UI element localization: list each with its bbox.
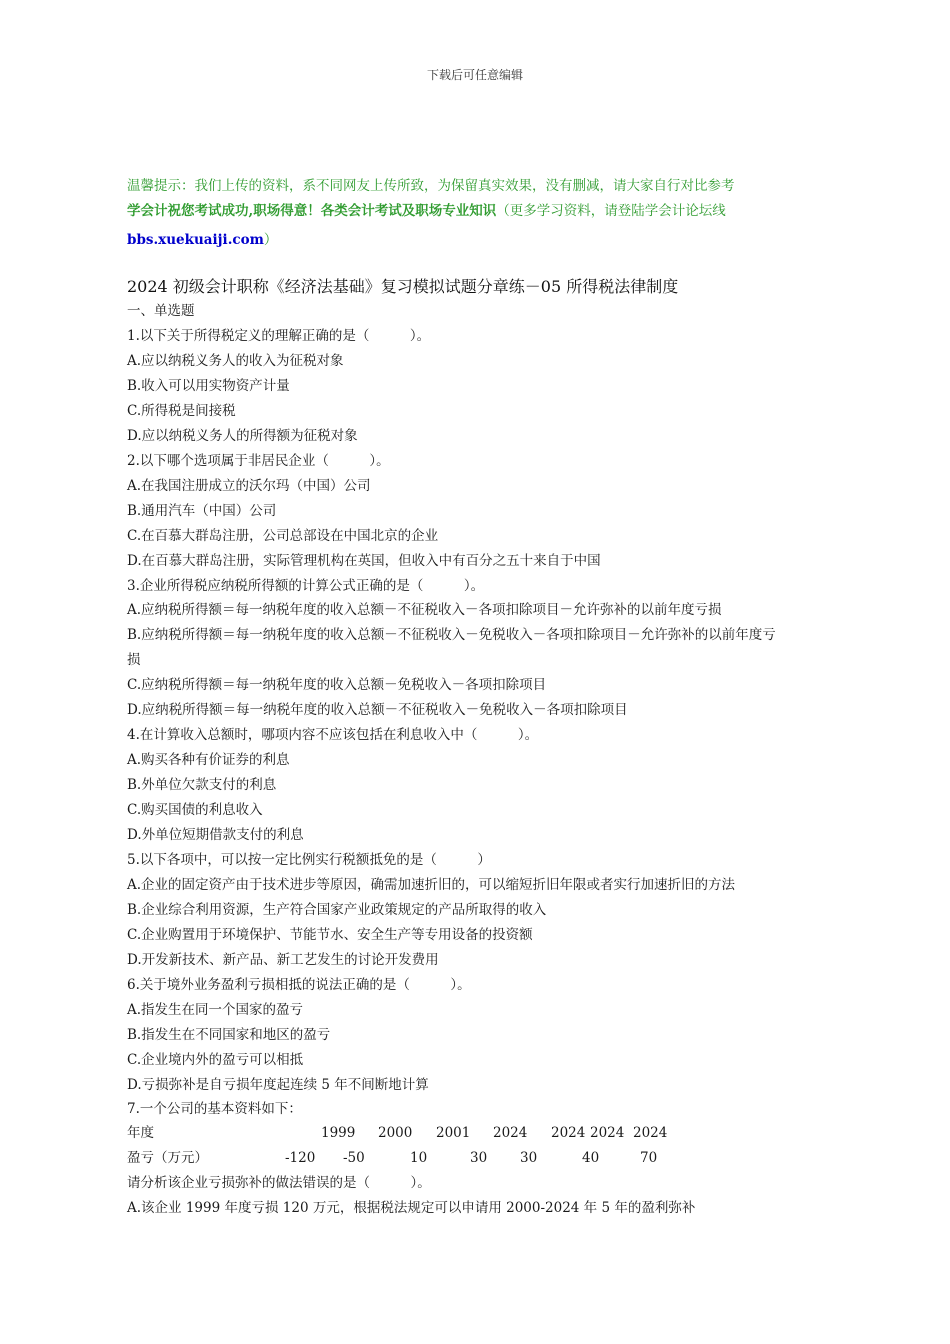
table-year-cell: 2024	[633, 1125, 668, 1141]
table-value-cell: 40	[582, 1150, 600, 1166]
document-line: A.企业的固定资产由于技术进步等原因，确需加速折旧的，可以缩短折旧年限或者实行加速折旧的方法	[127, 877, 736, 893]
table-year-cell: 1999	[321, 1125, 356, 1141]
document-line: B.外单位欠款支付的利息	[127, 777, 277, 793]
document-line: D.外单位短期借款支付的利息	[127, 827, 304, 843]
document-line: A.该企业 1999 年度亏损 120 万元，根据税法规定可以申请用 2000-2024 年 5 年的盈利弥补	[127, 1200, 696, 1216]
document-line: 3.企业所得税应纳税所得额的计算公式正确的是（ ）。	[127, 578, 485, 594]
table-value-cell: 30	[470, 1150, 488, 1166]
document-line: C.企业境内外的盈亏可以相抵	[127, 1052, 304, 1068]
document-line: A.应以纳税义务人的收入为征税对象	[127, 353, 344, 369]
section-heading: 一、单选题	[127, 303, 195, 319]
table-value-cell: 70	[640, 1150, 658, 1166]
page-header: 下载后可任意编辑	[426, 68, 523, 82]
document-line: D.亏损弥补是自亏损年度起连续 5 年不间断地计算	[127, 1077, 429, 1093]
document-line: 2.以下哪个选项属于非居民企业（ ）。	[127, 453, 390, 469]
document-line: A.在我国注册成立的沃尔玛（中国）公司	[127, 478, 371, 494]
document-line: A.应纳税所得额＝每一纳税年度的收入总额－不征税收入－各项扣除项目－允许弥补的以前年度亏损	[127, 602, 722, 618]
notice-slogan: 学会计祝您考试成功,职场得意！各类会计考试及职场专业知识	[127, 203, 497, 219]
document-line: 4.在计算收入总额时，哪项内容不应该包括在利息收入中（ ）。	[127, 727, 539, 743]
table-year-cell: 2001	[436, 1125, 471, 1141]
document-line: C.购买国债的利息收入	[127, 802, 263, 818]
document-line: 5.以下各项中，可以按一定比例实行税额抵免的是（ ）	[127, 852, 491, 868]
forum-link[interactable]: bbs.xuekuaiji.com	[127, 232, 264, 248]
table-value-cell: 10	[410, 1150, 428, 1166]
document-line: C.在百慕大群岛注册，公司总部设在中国北京的企业	[127, 528, 439, 544]
document-line: 7.一个公司的基本资料如下：	[127, 1101, 302, 1117]
document-line: D.开发新技术、新产品、新工艺发生的讨论开发费用	[127, 952, 439, 968]
document-line: A.购买各种有价证券的利息	[127, 752, 290, 768]
document-line: 6.关于境外业务盈利亏损相抵的说法正确的是（ ）。	[127, 977, 471, 993]
document-title: 2024 初级会计职称《经济法基础》复习模拟试题分章练－05 所得税法律制度	[127, 277, 679, 296]
document-line: B.通用汽车（中国）公司	[127, 503, 277, 519]
document-line: B.应纳税所得额＝每一纳税年度的收入总额－不征税收入－免税收入－各项扣除项目－允许弥补的以前年度亏	[127, 627, 776, 643]
notice-line-1: 温馨提示：我们上传的资料，系不同网友上传所致，为保留真实效果，没有删减，请大家自行对比参考	[127, 178, 735, 194]
table-year-cell: 2024	[493, 1125, 528, 1141]
document-line: D.应纳税所得额＝每一纳税年度的收入总额－不征税收入－免税收入－各项扣除项目	[127, 702, 628, 718]
document-line: C.所得税是间接税	[127, 403, 236, 419]
document-line: D.在百慕大群岛注册，实际管理机构在英国，但收入中有百分之五十来自于中国	[127, 553, 601, 569]
document-line: D.应以纳税义务人的所得额为征税对象	[127, 428, 358, 444]
link-close: ）	[263, 232, 278, 248]
notice-more: （更多学习资料，请登陆学会计论坛线	[496, 203, 726, 219]
document-line: 1.以下关于所得税定义的理解正确的是（ ）。	[127, 328, 431, 344]
notice-line-2	[127, 202, 827, 220]
notice-link-line	[127, 228, 277, 248]
table-year-cell: 2000	[378, 1125, 413, 1141]
document-line: B.企业综合利用资源，生产符合国家产业政策规定的产品所取得的收入	[127, 902, 547, 918]
document-line: B.指发生在不同国家和地区的盈亏	[127, 1027, 331, 1043]
table-value-cell: 30	[520, 1150, 538, 1166]
table-value-cell: -120	[285, 1150, 316, 1166]
table-row-year-label: 年度	[127, 1125, 154, 1141]
table-value-cell: -50	[343, 1150, 365, 1166]
document-line: C.企业购置用于环境保护、节能节水、安全生产等专用设备的投资额	[127, 927, 533, 943]
table-year-cell: 2024	[590, 1125, 625, 1141]
table-year-cell: 2024	[551, 1125, 586, 1141]
document-line: B.收入可以用实物资产计量	[127, 378, 290, 394]
table-row-profit-label: 盈亏（万元）	[127, 1150, 208, 1166]
document-line: 请分析该企业亏损弥补的做法错误的是（ ）。	[127, 1175, 431, 1191]
document-line: C.应纳税所得额＝每一纳税年度的收入总额－免税收入－各项扣除项目	[127, 677, 547, 693]
document-line: A.指发生在同一个国家的盈亏	[127, 1002, 304, 1018]
document-line: 损	[127, 652, 141, 668]
